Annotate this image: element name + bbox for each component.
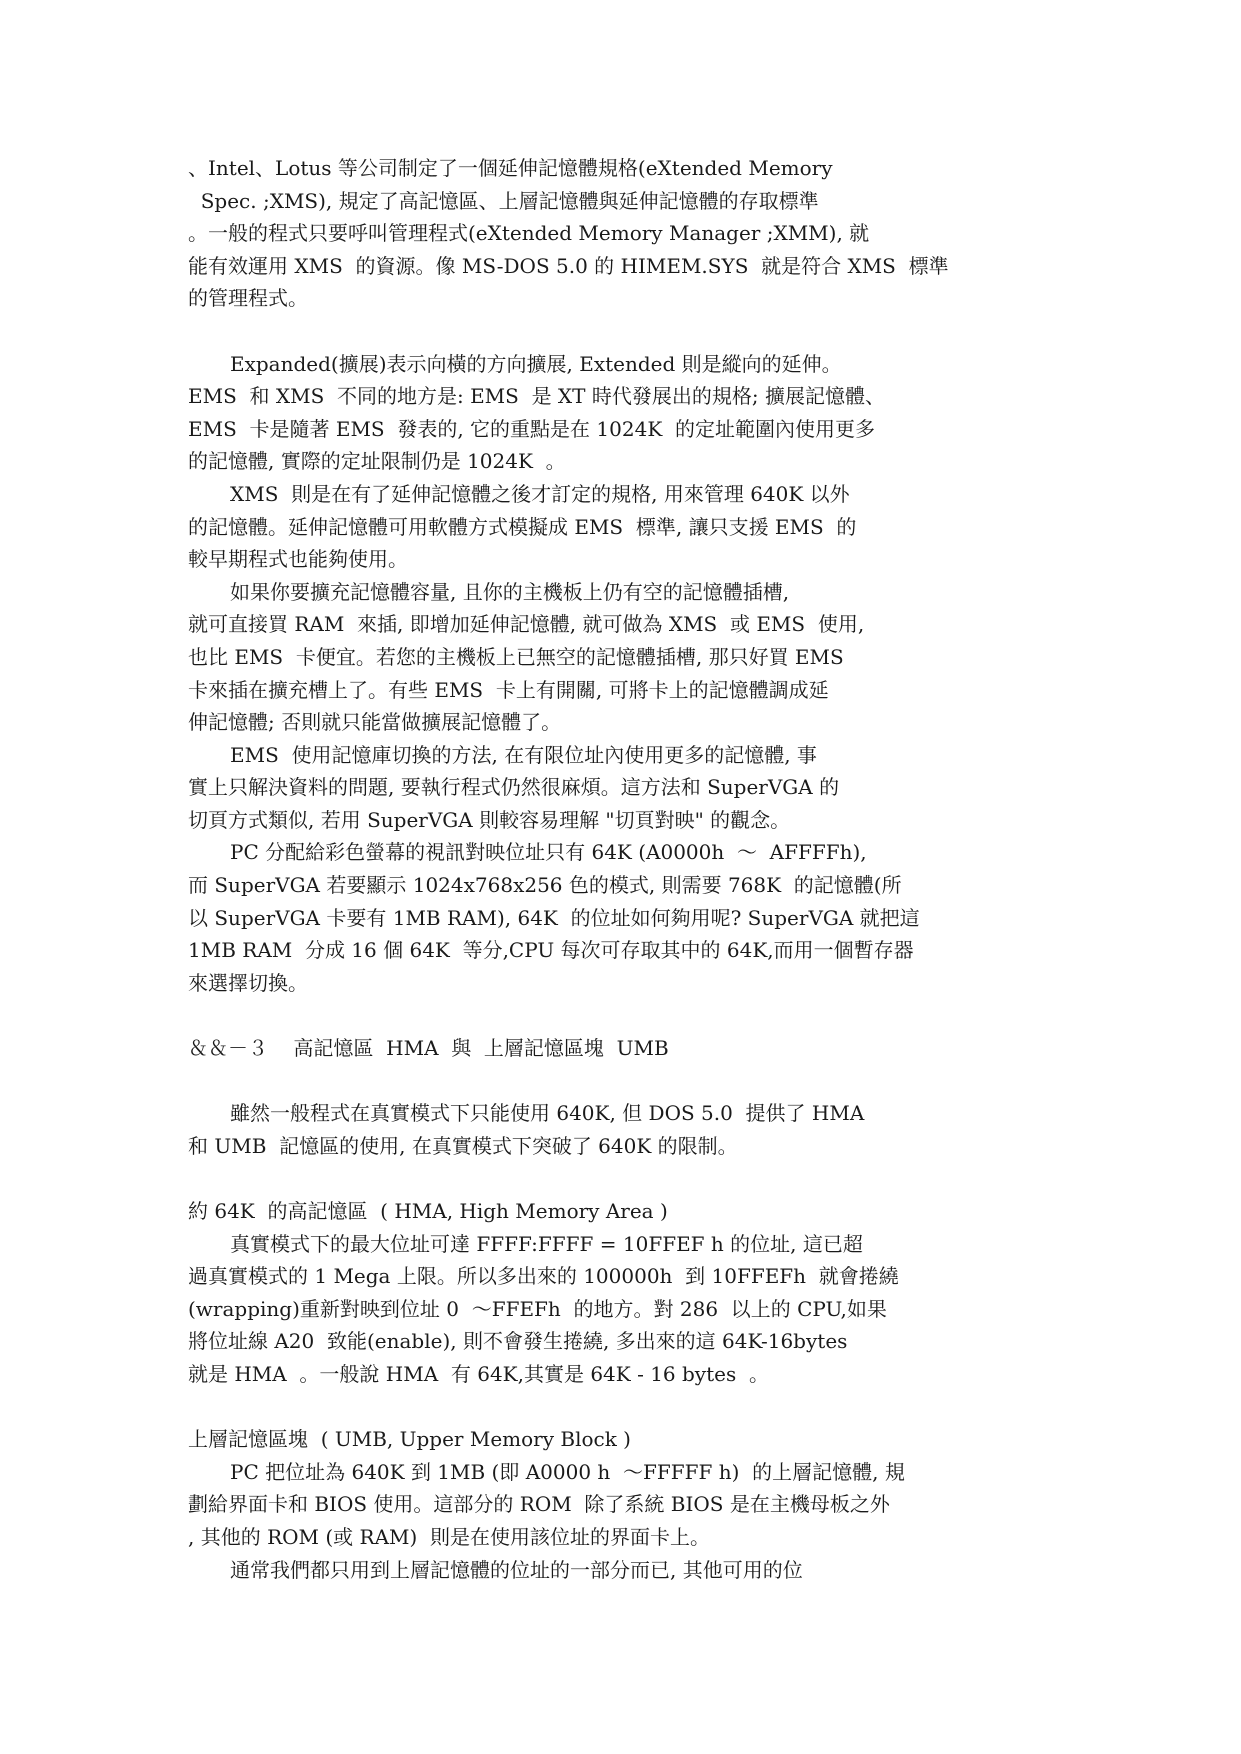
- paragraph-gap: [188, 315, 968, 348]
- text-line: 雖然一般程式在真實模式下只能使用 640K, 但 DOS 5.0 提供了 HMA: [230, 1101, 865, 1126]
- text-line: 以 SuperVGA 卡要有 1MB RAM), 64K 的位址如何夠用呢? SuperVGA 就把這: [188, 905, 920, 930]
- body-text: [188, 152, 968, 1586]
- text-line: PC 分配給彩色螢幕的視訊對映位址只有 64K (A0000h ～ AFFFFh),: [230, 840, 867, 865]
- text-line: 。一般的程式只要呼叫管理程式(eXtended Memory Manager ;XMM), 就: [188, 221, 870, 246]
- text-line: 實上只解決資料的問題, 要執行程式仍然很麻煩。這方法和 SuperVGA 的: [188, 775, 840, 800]
- text-line: EMS 卡是隨著 EMS 發表的, 它的重點是在 1024K 的定址範圍內使用更多: [188, 416, 875, 441]
- text-line: Expanded(擴展)表示向橫的方向擴展, Extended 則是縱向的延伸。: [230, 351, 842, 376]
- text-line: 就可直接買 RAM 來插, 即增加延伸記憶體, 就可做為 XMS 或 EMS 使用,: [188, 612, 865, 637]
- text-line: EMS 使用記憶庫切換的方法, 在有限位址內使用更多的記憶體, 事: [230, 742, 817, 767]
- text-line: PC 把位址為 640K 到 1MB (即 A0000 h ～FFFFF h) 的上層記憶體, 規: [230, 1459, 905, 1484]
- text-line: 真實模式下的最大位址可達 FFFF:FFFF = 10FFEF h 的位址, 這已超: [230, 1231, 863, 1256]
- paragraph-gap: [188, 1391, 968, 1424]
- text-line: 通常我們都只用到上層記憶體的位址的一部分而已, 其他可用的位: [230, 1557, 803, 1582]
- text-line: 如果你要擴充記憶體容量, 且你的主機板上仍有空的記憶體插槽,: [230, 579, 790, 604]
- text-line: 而 SuperVGA 若要顯示 1024x768x256 色的模式, 則需要 768K 的記憶體(所: [188, 873, 902, 898]
- text-line: 將位址線 A20 致能(enable), 則不會發生捲繞, 多出來的這 64K-16bytes: [188, 1329, 848, 1354]
- text-line: 、Intel、Lotus 等公司制定了一個延伸記憶體規格(eXtended Memory: [188, 156, 833, 180]
- text-line: 約 64K 的高記憶區 ( HMA, High Memory Area ): [188, 1199, 668, 1223]
- text-line: 上層記憶區塊 ( UMB, Upper Memory Block ): [188, 1427, 631, 1452]
- text-line: 來選擇切換。: [188, 970, 308, 995]
- text-line: 1MB RAM 分成 16 個 64K 等分,CPU 每次可存取其中的 64K,而用一個暫存器: [188, 938, 914, 963]
- text-line: 過真實模式的 1 Mega 上限。所以多出來的 100000h 到 10FFEFh 就會捲繞: [188, 1264, 899, 1289]
- text-line: 和 UMB 記憶區的使用, 在真實模式下突破了 640K 的限制。: [188, 1133, 738, 1158]
- text-line: (wrapping)重新對映到位址 0 ～FFEFh 的地方。對 286 以上的 CPU,如果: [188, 1296, 887, 1321]
- text-line: XMS 則是在有了延伸記憶體之後才訂定的規格, 用來管理 640K 以外: [230, 481, 850, 506]
- text-line: 伸記憶體; 否則就只能當做擴展記憶體了。: [188, 710, 562, 735]
- paragraph-gap: [188, 1065, 968, 1098]
- text-line: 的管理程式。: [188, 286, 308, 311]
- text-line: 也比 EMS 卡便宜。若您的主機板上已無空的記憶體插槽, 那只好買 EMS: [188, 644, 844, 669]
- text-line: 卡來插在擴充槽上了。有些 EMS 卡上有開關, 可將卡上的記憶體調成延: [188, 677, 829, 702]
- text-line: 的記憶體, 實際的定址限制仍是 1024K 。: [188, 449, 566, 474]
- text-line: 就是 HMA 。一般說 HMA 有 64K,其實是 64K - 16 bytes 。: [188, 1361, 769, 1386]
- text-line: EMS 和 XMS 不同的地方是: EMS 是 XT 時代發展出的規格; 擴展記憶體、: [188, 384, 885, 409]
- paragraph-gap: [188, 1162, 968, 1195]
- text-line: 劃給界面卡和 BIOS 使用。這部分的 ROM 除了系統 BIOS 是在主機母板之外: [188, 1492, 890, 1517]
- paragraph-gap: [188, 999, 968, 1032]
- text-line: , 其他的 ROM (或 RAM) 則是在使用該位址的界面卡上。: [188, 1524, 711, 1549]
- text-line: 較早期程式也能夠使用。: [188, 547, 408, 572]
- text-line: 切頁方式類似, 若用 SuperVGA 則較容易理解 "切頁對映" 的觀念。: [188, 807, 791, 832]
- text-line: Spec. ;XMS), 規定了高記憶區、上層記憶體與延伸記憶體的存取標準: [188, 188, 819, 213]
- text-line: 的記憶體。延伸記憶體可用軟體方式模擬成 EMS 標準, 讓只支援 EMS 的: [188, 514, 857, 539]
- text-line: 能有效運用 XMS 的資源。像 MS-DOS 5.0 的 HIMEM.SYS 就是符合 XMS 標準: [188, 253, 949, 278]
- text-line: ＆＆－３ 高記憶區 HMA 與 上層記憶區塊 UMB: [188, 1036, 669, 1061]
